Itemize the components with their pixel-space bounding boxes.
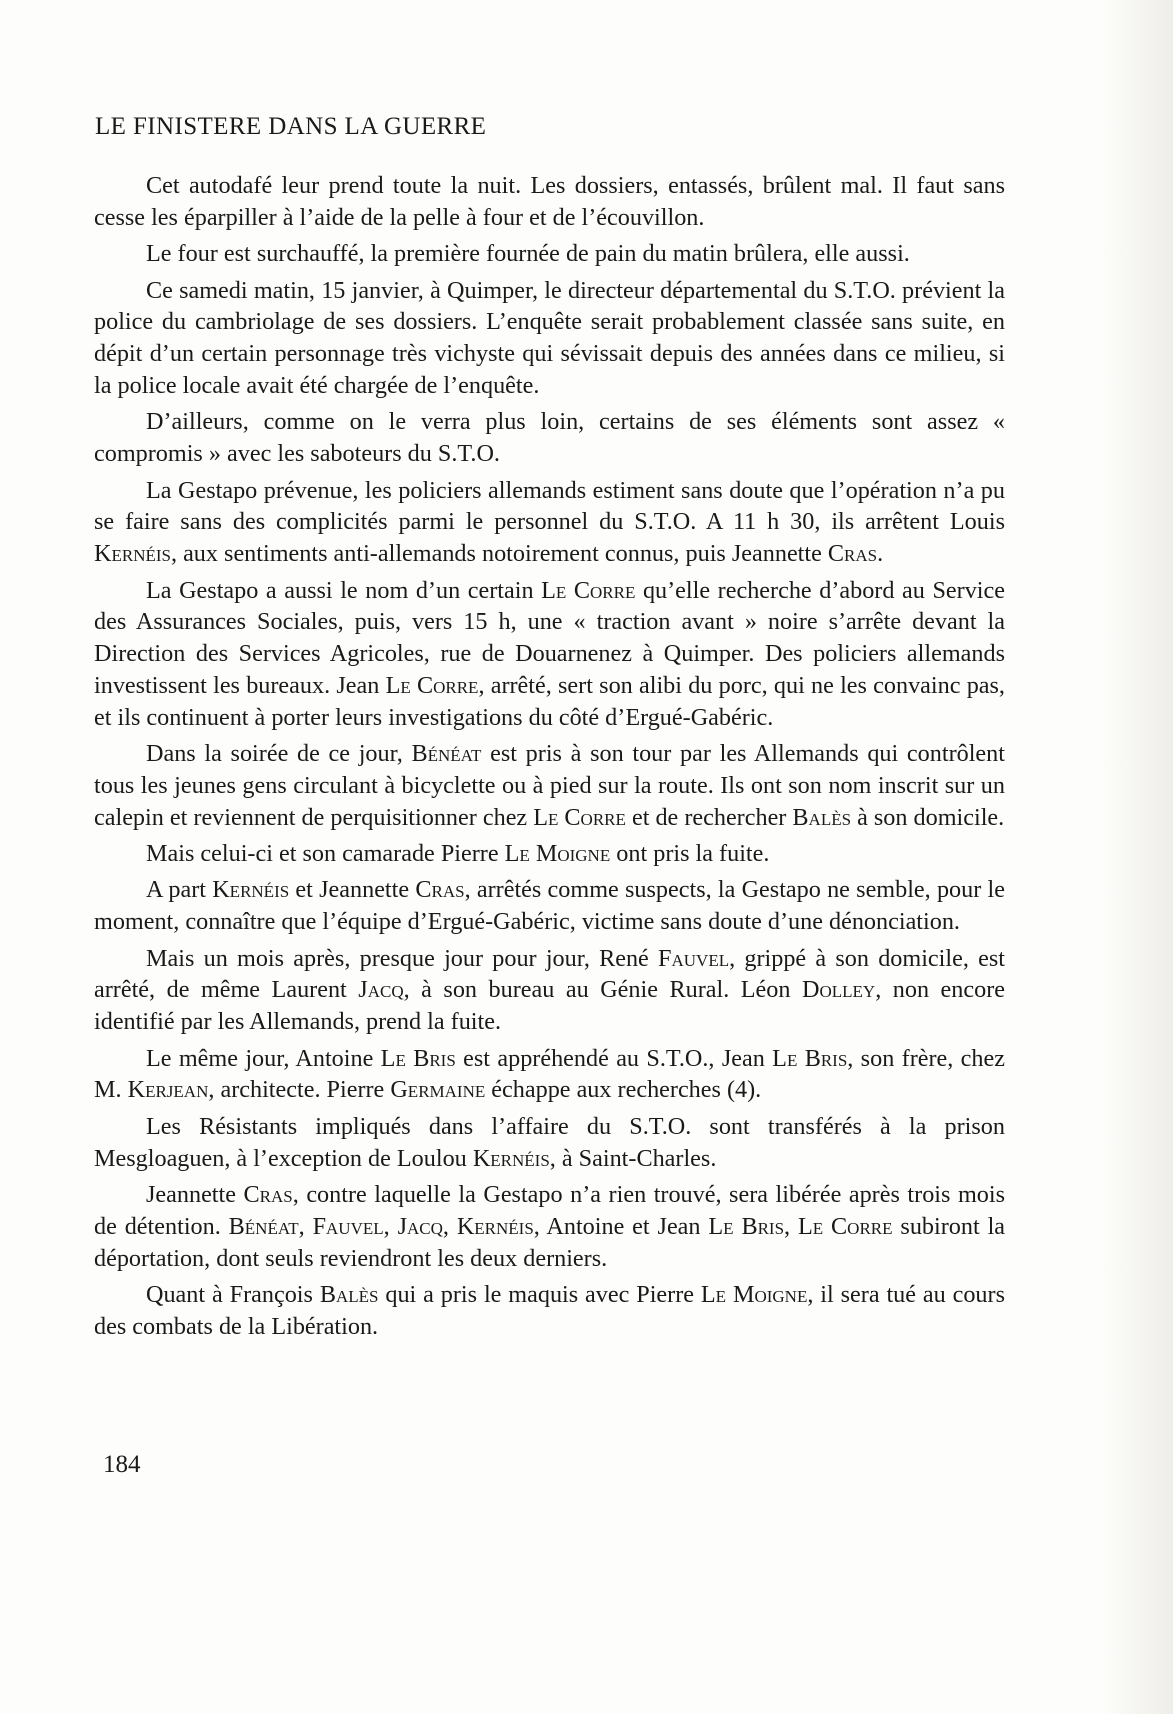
person-surname: Jacq [397, 1212, 443, 1240]
text-run: et de rechercher [625, 803, 793, 831]
paragraph [94, 275, 1005, 402]
person-surname: Le Corre [541, 576, 636, 604]
text-run: Mais un mois après, presque jour pour jour, René [146, 944, 659, 972]
paragraph [94, 1179, 1005, 1274]
text-run: Ce samedi matin, 15 janvier, à Quimper, le directeur départemental du S.T.O. prévient la police du cambriolage de ses dossiers. L’enquête serait probablement classée sans suite, en dépit d’un certain personnage très vichyste qui sévissait depuis des années dans ce milieu, si la police locale avait été chargée de l’enquête. [94, 276, 1005, 399]
text-run: , à son bureau au Génie Rural. Léon [403, 976, 802, 1004]
person-surname: Fauvel [658, 944, 730, 972]
person-surname: Le Corre [385, 671, 479, 699]
text-run: A part [146, 876, 213, 904]
text-run: Le four est surchauffé, la première fournée de pain du matin brûlera, elle aussi. [146, 240, 910, 268]
text-run: , contre laquelle la Gestapo n’a rien trouvé, sera libérée après trois mois de détention. [94, 1181, 1005, 1240]
text-run: , son frère, chez M. [94, 1044, 1005, 1104]
paragraph [94, 1043, 1005, 1107]
running-header-title: LE FINISTERE DANS LA GUERRE [95, 113, 487, 140]
text-run: Dans la soirée de ce jour, [146, 740, 412, 768]
text-run: La Gestapo a aussi le nom d’un certain [146, 576, 542, 604]
text-run: subiront la déportation, dont seuls reviendront les deux derniers. [94, 1212, 1006, 1272]
person-surname: Kernéis [94, 540, 171, 568]
text-run: D’ailleurs, comme on le verra plus loin, certains de ses éléments sont assez « compromis » avec les saboteurs du S.T.O. [94, 408, 1005, 468]
text-run: Les Résistants impliqués dans l’affaire du S.T.O. sont transférés à la prison Mesgloaguen, à l’exception de Loulou [94, 1112, 1005, 1172]
text-run: , Antoine et Jean [533, 1212, 709, 1240]
text-run: , aux sentiments anti-allemands notoirement connus, puis Jeannette [170, 540, 828, 568]
person-surname: Le Moigne [504, 840, 611, 868]
person-surname: Bénéat [411, 740, 482, 768]
paragraph [94, 406, 1005, 470]
text-run: , à Saint-Charles. [549, 1144, 717, 1172]
text-run: Jeannette [146, 1181, 244, 1209]
page-edge-shadow [1103, 0, 1173, 1714]
page-number: 184 [103, 1451, 141, 1478]
paragraph [94, 475, 1005, 570]
text-run: qu’elle recherche d’abord au Service des Assurances Sociales, puis, vers 15 h, une « traction avant » noire s’arrête devant la Direction des Services Agricoles, rue de Douarnenez à Quimper. Des policiers allemands investissent les bureaux. Jean [94, 576, 1005, 699]
person-surname: Le Corre [533, 803, 626, 831]
text-run: , [298, 1212, 313, 1240]
person-surname: Cras [415, 876, 465, 904]
text-run: à son domicile. [851, 803, 1005, 831]
person-surname: Fauvel [312, 1212, 384, 1240]
text-run: , arrêtés comme suspects, la Gestapo ne semble, pour le moment, connaître que l’équipe d’Ergué-Gabéric, victime sans doute d’une dénonciation. [94, 876, 1005, 936]
text-run: échappe aux recherches (4). [485, 1076, 762, 1104]
body-text [94, 170, 1005, 1347]
person-surname: Le Corre [797, 1212, 893, 1240]
paragraph [94, 575, 1005, 734]
text-run: Cet autodafé leur prend toute la nuit. Les dossiers, entassés, brûlent mal. Il faut sans cesse les éparpiller à l’aide de la pelle à four et de l’écouvillon. [94, 172, 1005, 231]
text-run: , arrêté, sert son alibi du porc, qui ne les convainc pas, et ils continuent à porter leurs investigations du côté d’Ergué-Gabéric. [94, 671, 1005, 731]
text-run: , il sera tué au cours des combats de la Libération. [94, 1281, 1005, 1340]
paragraph [94, 874, 1005, 938]
person-surname: Cras [827, 540, 878, 568]
text-run: est pris à son tour par les Allemands qui contrôlent tous les jeunes gens circulant à bicyclette ou à pied sur la route. Ils ont son nom inscrit sur un calepin et reviennent de perquisitionner chez [94, 740, 1005, 831]
text-run: , grippé à son domicile, est arrêté, de même Laurent [94, 944, 1005, 1004]
person-surname: Jacq [358, 976, 404, 1004]
person-surname: Cras [243, 1181, 293, 1209]
person-surname: Kerjean [127, 1076, 209, 1104]
person-surname: Germaine [390, 1076, 486, 1104]
paragraph [94, 170, 1005, 234]
text-run: , architecte. Pierre [208, 1076, 391, 1104]
person-surname: Kernéis [456, 1212, 534, 1240]
person-surname: Le Bris [772, 1044, 848, 1072]
text-run: qui a pris le maquis avec Pierre [378, 1281, 701, 1309]
person-surname: Le Bris [380, 1044, 456, 1072]
paragraph [94, 943, 1005, 1038]
text-run: . [877, 540, 884, 568]
person-surname: Le Moigne [700, 1281, 808, 1309]
person-surname: Bénéat [228, 1212, 299, 1240]
text-run: est appréhendé au S.T.O., Jean [455, 1044, 773, 1072]
text-run: , [383, 1212, 398, 1240]
text-run: , [784, 1212, 798, 1240]
text-run: Quant à François [146, 1281, 320, 1309]
person-surname: Dolley [802, 976, 876, 1004]
person-surname: Kernéis [212, 876, 290, 904]
paragraph [94, 238, 1005, 270]
paragraph [94, 738, 1005, 833]
text-run: , non encore identifié par les Allemands, prend la fuite. [94, 976, 1005, 1036]
person-surname: Kernéis [472, 1144, 550, 1172]
paragraph [94, 838, 1005, 870]
text-run: ont pris la fuite. [610, 840, 770, 868]
person-surname: Balès [792, 803, 852, 831]
person-surname: Balès [319, 1281, 379, 1309]
text-run: et Jeannette [289, 876, 416, 904]
person-surname: Le Bris [708, 1212, 785, 1240]
text-run: Mais celui-ci et son camarade Pierre [146, 840, 505, 868]
paragraph [94, 1111, 1005, 1175]
text-run: , [442, 1212, 457, 1240]
paragraph [94, 1279, 1005, 1343]
text-run: Le même jour, Antoine [146, 1044, 381, 1072]
text-run: La Gestapo prévenue, les policiers allemands estiment sans doute que l’opération n’a pu se faire sans des complicités parmi le personnel du S.T.O. A 11 h 30, ils arrêtent Louis [94, 476, 1005, 536]
